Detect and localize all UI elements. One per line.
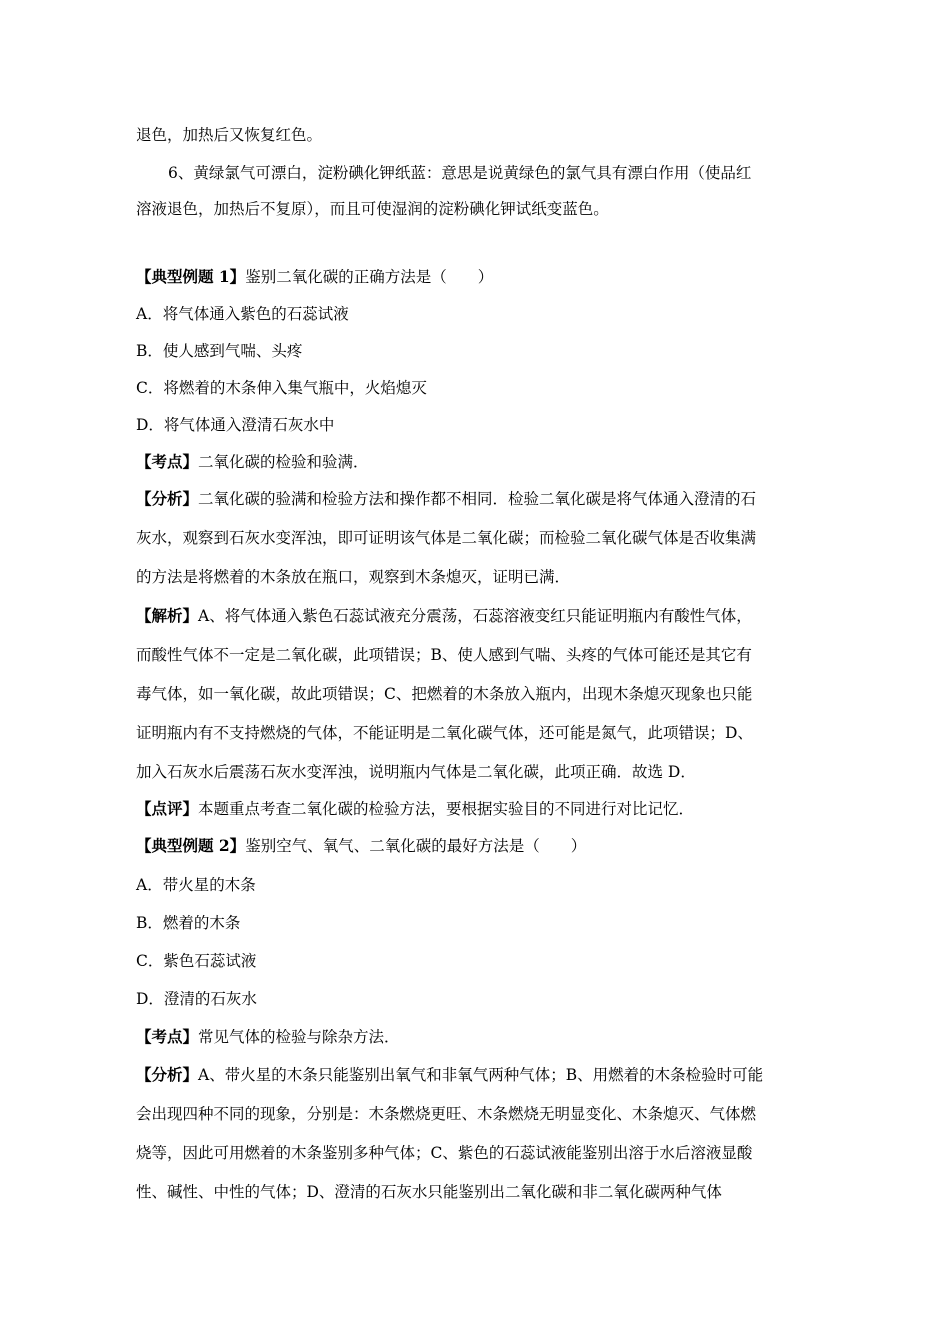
example-2-option-a: A．带火星的木条	[136, 876, 256, 894]
example-1-jiexi-line-2: 而酸性气体不一定是二氧化碳，此项错误；B、使人感到气喘、头疼的气体可能还是其它有	[136, 646, 752, 664]
example-2-kaodian-text: 常见气体的检验与除杂方法．	[198, 1028, 400, 1046]
example-1-fenxi-tag: 【分析】	[136, 489, 199, 508]
example-1-option-b: B．使人感到气喘、头疼	[136, 342, 303, 360]
continuation-line: 退色，加热后又恢复红色。	[136, 126, 323, 144]
example-2-fenxi-line-4: 性、碱性、中性的气体；D、澄清的石灰水只能鉴别出二氧化碳和非二氧化碳两种气体	[136, 1183, 722, 1201]
example-1-fenxi-text-1: 二氧化碳的验满和检验方法和操作都不相同．检验二氧化碳是将气体通入澄清的石	[198, 490, 757, 508]
example-1-jiexi-line-3: 毒气体，如一氧化碳，故此项错误；C、把燃着的木条放入瓶内，出现木条熄灭现象也只能	[136, 685, 753, 703]
example-1-jiexi-text-1: A、将气体通入紫色石蕊试液充分震荡，石蕊溶液变红只能证明瓶内有酸性气体，	[198, 607, 752, 625]
example-1-jiexi-line-1	[136, 605, 752, 627]
example-2-option-d: D．澄清的石灰水	[136, 990, 257, 1008]
example-2-option-b: B．燃着的木条	[136, 914, 241, 932]
example-1-option-c: C．将燃着的木条伸入集气瓶中，火焰熄灭	[136, 379, 427, 397]
example-2-fenxi-text-1: A、带火星的木条只能鉴别出氧气和非氧气两种气体；B、用燃着的木条检验时可能	[198, 1066, 764, 1084]
example-1-dianping-tag: 【点评】	[136, 799, 199, 818]
example-1-tag: 【典型例题 1】	[136, 267, 246, 286]
example-2-title	[136, 835, 586, 857]
example-1-jiexi-tag: 【解析】	[136, 606, 199, 625]
point-6-heading: 6、黄绿氯气可漂白，淀粉碘化钾纸蓝：	[168, 164, 442, 182]
example-1-question: 鉴别二氧化碳的正确方法是（ ）	[245, 268, 494, 286]
example-2-kaodian	[136, 1026, 400, 1048]
point-6-line-2: 溶液退色，加热后不复原），而且可使湿润的淀粉碘化钾试纸变蓝色。	[136, 200, 609, 218]
example-1-title	[136, 266, 493, 288]
example-2-fenxi-line-2: 会出现四种不同的现象，分别是：木条燃烧更旺、木条燃烧无明显变化、木条熄灭、气体燃	[136, 1105, 757, 1123]
example-1-dianping	[136, 798, 694, 820]
point-6-text-1: 意思是说黄绿色的氯气具有漂白作用（使品红	[441, 164, 752, 182]
example-2-fenxi-tag: 【分析】	[136, 1065, 199, 1084]
example-1-jiexi-line-5: 加入石灰水后震荡石灰水变浑浊，说明瓶内气体是二氧化碳，此项正确．故选 D．	[136, 763, 696, 781]
example-1-fenxi-line-1	[136, 488, 756, 510]
example-1-kaodian-tag: 【考点】	[136, 452, 199, 471]
example-2-tag: 【典型例题 2】	[136, 836, 246, 855]
example-1-fenxi-line-2: 灰水，观察到石灰水变浑浊，即可证明该气体是二氧化碳；而检验二氧化碳气体是否收集满	[136, 529, 757, 547]
example-2-kaodian-tag: 【考点】	[136, 1027, 199, 1046]
example-1-jiexi-line-4: 证明瓶内有不支持燃烧的气体，不能证明是二氧化碳气体，还可能是氮气，此项错误；D、	[136, 724, 753, 742]
example-1-option-a: A．将气体通入紫色的石蕊试液	[136, 305, 349, 323]
point-6-line-1	[168, 162, 751, 184]
example-2-question: 鉴别空气、氧气、二氧化碳的最好方法是（ ）	[245, 837, 587, 855]
example-1-kaodian-text: 二氧化碳的检验和验满．	[198, 453, 369, 471]
example-1-kaodian	[136, 451, 369, 473]
example-1-fenxi-line-3: 的方法是将燃着的木条放在瓶口，观察到木条熄灭，证明已满．	[136, 568, 571, 586]
example-1-dianping-text: 本题重点考查二氧化碳的检验方法，要根据实验目的不同进行对比记忆．	[198, 800, 695, 818]
example-1-option-d: D．将气体通入澄清石灰水中	[136, 416, 335, 434]
example-2-fenxi-line-3: 烧等，因此可用燃着的木条鉴别多种气体；C、紫色的石蕊试液能鉴别出溶于水后溶液显酸	[136, 1144, 753, 1162]
example-2-option-c: C．紫色石蕊试液	[136, 952, 257, 970]
example-2-fenxi-line-1	[136, 1064, 763, 1086]
